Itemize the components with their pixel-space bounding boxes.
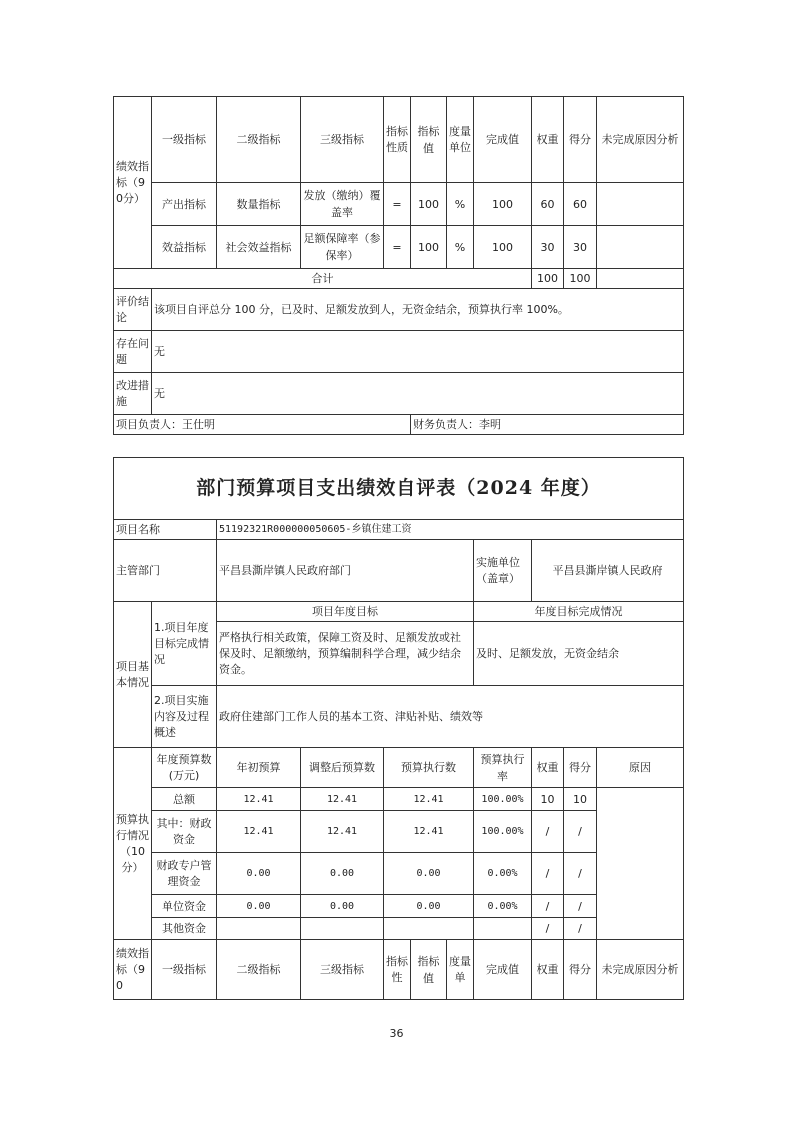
budget-reason-cell (597, 788, 684, 940)
perf-indicator-label-2: 绩效指标（90 (114, 940, 152, 1000)
dept-label: 主管部门 (114, 540, 217, 602)
goal-label: 1.项目年度目标完成情况 (152, 602, 217, 686)
budget-initial (217, 918, 301, 940)
table-row (114, 183, 684, 226)
finance-lead: 财务负责人：李明 (411, 415, 684, 435)
cell-nature: = (384, 183, 411, 226)
budget-score: / (564, 918, 597, 940)
budget-executed: 0.00 (384, 853, 474, 895)
budget-initial: 0.00 (217, 895, 301, 918)
perf-header-reason: 未完成原因分析 (597, 940, 684, 1000)
conclusion-label: 评价结论 (114, 289, 152, 331)
header-nature: 指标性质 (384, 97, 411, 183)
perf-header-weight: 权重 (532, 940, 564, 1000)
cell-done: 100 (474, 183, 532, 226)
budget-weight: 10 (532, 788, 564, 811)
budget-header-weight: 权重 (532, 748, 564, 788)
budget-rate: 0.00% (474, 853, 532, 895)
budget-initial: 12.41 (217, 788, 301, 811)
impl-unit: 平昌县澌岸镇人民政府 (532, 540, 684, 602)
cell-done: 100 (474, 226, 532, 269)
dept-name: 平昌县澌岸镇人民政府部门 (217, 540, 474, 602)
budget-header-initial: 年初预算 (217, 748, 301, 788)
budget-header-annual: 年度预算数(万元) (152, 748, 217, 788)
header-weight: 权重 (532, 97, 564, 183)
budget-header-score: 得分 (564, 748, 597, 788)
cell-l3: 足额保障率（参保率） (301, 226, 384, 269)
impl-unit-label: 实施单位（盖章） (474, 540, 532, 602)
cell-value: 100 (411, 183, 447, 226)
budget-adjusted (301, 918, 384, 940)
budget-header-adjusted: 调整后预算数 (301, 748, 384, 788)
budget-executed: 12.41 (384, 788, 474, 811)
budget-header-reason: 原因 (597, 748, 684, 788)
budget-weight: / (532, 918, 564, 940)
budget-executed (384, 918, 474, 940)
perf-header-level3: 三级指标 (301, 940, 384, 1000)
page-number: 36 (389, 1027, 404, 1040)
table-row (114, 788, 684, 811)
header-level2: 二级指标 (217, 97, 301, 183)
total-weight: 100 (532, 269, 564, 289)
header-done: 完成值 (474, 97, 532, 183)
basic-info-label: 项目基本情况 (114, 602, 152, 748)
budget-header-rate: 预算执行率 (474, 748, 532, 788)
budget-self-evaluation-table (113, 457, 684, 1000)
budget-header-executed: 预算执行数 (384, 748, 474, 788)
budget-rate: 0.00% (474, 895, 532, 918)
budget-executed: 0.00 (384, 895, 474, 918)
budget-initial: 12.41 (217, 811, 301, 853)
budget-initial: 0.00 (217, 853, 301, 895)
header-score: 得分 (564, 97, 597, 183)
budget-row-name: 单位资金 (152, 895, 217, 918)
cell-l3: 发放（缴纳）覆盖率 (301, 183, 384, 226)
page-title: 部门预算项目支出绩效自评表（2024 年度） (114, 458, 684, 520)
project-lead: 项目负责人：王仕明 (114, 415, 411, 435)
improve-label: 改进措施 (114, 373, 152, 415)
budget-adjusted: 0.00 (301, 853, 384, 895)
project-name: 51192321R000000050605-乡镇住建工资 (217, 520, 684, 540)
budget-score: 10 (564, 788, 597, 811)
budget-executed: 12.41 (384, 811, 474, 853)
problems-text: 无 (152, 331, 684, 373)
budget-weight: / (532, 895, 564, 918)
budget-weight: / (532, 811, 564, 853)
budget-adjusted: 12.41 (301, 811, 384, 853)
goal-done-header: 年度目标完成情况 (474, 602, 684, 622)
performance-table-continued (113, 96, 684, 435)
cell-reason (597, 183, 684, 226)
total-reason (597, 269, 684, 289)
cell-score: 30 (564, 226, 597, 269)
perf-indicator-label: 绩效指标（90分） (114, 97, 152, 269)
budget-rate: 100.00% (474, 788, 532, 811)
goal-text: 严格执行相关政策，保障工资及时、足额发放或社保及时、足额缴纳，预算编制科学合理，减少结余资金。 (217, 622, 474, 686)
cell-unit: % (447, 226, 474, 269)
budget-rate: 100.00% (474, 811, 532, 853)
cell-unit: % (447, 183, 474, 226)
problems-label: 存在问题 (114, 331, 152, 373)
cell-weight: 60 (532, 183, 564, 226)
project-name-label: 项目名称 (114, 520, 217, 540)
cell-reason (597, 226, 684, 269)
budget-score: / (564, 811, 597, 853)
header-value: 指标值 (411, 97, 447, 183)
header-level3: 三级指标 (301, 97, 384, 183)
perf-header-nature: 指标性 (384, 940, 411, 1000)
cell-l2: 数量指标 (217, 183, 301, 226)
budget-row-name: 总额 (152, 788, 217, 811)
content-label: 2.项目实施内容及过程概述 (152, 686, 217, 748)
budget-row-name: 其他资金 (152, 918, 217, 940)
table-row (114, 226, 684, 269)
header-unit: 度量单位 (447, 97, 474, 183)
budget-score: / (564, 895, 597, 918)
budget-adjusted: 0.00 (301, 895, 384, 918)
cell-nature: = (384, 226, 411, 269)
total-score: 100 (564, 269, 597, 289)
budget-score: / (564, 853, 597, 895)
cell-l1: 产出指标 (152, 183, 217, 226)
budget-row-name: 财政专户管理资金 (152, 853, 217, 895)
budget-exec-label: 预算执行情况（10分） (114, 748, 152, 940)
perf-header-score: 得分 (564, 940, 597, 1000)
improve-text: 无 (152, 373, 684, 415)
content-text: 政府住建部门工作人员的基本工资、津贴补贴、绩效等 (217, 686, 684, 748)
budget-adjusted: 12.41 (301, 788, 384, 811)
total-label: 合计 (114, 269, 532, 289)
budget-row-name: 其中：财政资金 (152, 811, 217, 853)
goal-header: 项目年度目标 (217, 602, 474, 622)
budget-weight: / (532, 853, 564, 895)
header-level1: 一级指标 (152, 97, 217, 183)
perf-header-done: 完成值 (474, 940, 532, 1000)
header-reason: 未完成原因分析 (597, 97, 684, 183)
cell-weight: 30 (532, 226, 564, 269)
cell-value: 100 (411, 226, 447, 269)
perf-header-level2: 二级指标 (217, 940, 301, 1000)
goal-done-text: 及时、足额发放，无资金结余 (474, 622, 684, 686)
conclusion-text: 该项目自评总分 100 分，已及时、足额发放到人，无资金结余，预算执行率 100%。 (152, 289, 684, 331)
perf-header-value: 指标值 (411, 940, 447, 1000)
perf-header-level1: 一级指标 (152, 940, 217, 1000)
perf-header-unit: 度量单 (447, 940, 474, 1000)
cell-l1: 效益指标 (152, 226, 217, 269)
cell-score: 60 (564, 183, 597, 226)
cell-l2: 社会效益指标 (217, 226, 301, 269)
budget-rate (474, 918, 532, 940)
